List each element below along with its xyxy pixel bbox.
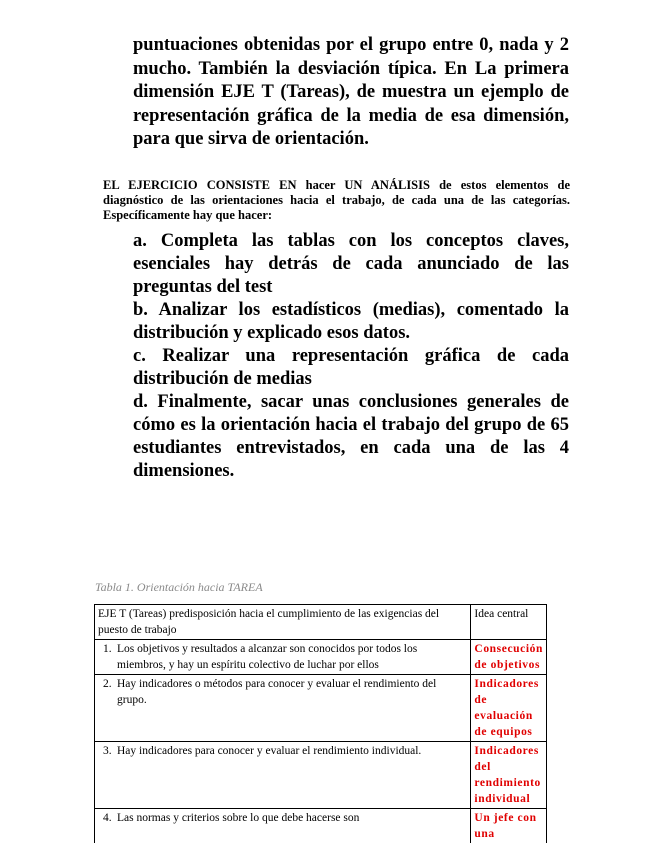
statement-text: Hay indicadores para conocer y evaluar el rendimiento individual. xyxy=(117,745,422,757)
table-cell-central-idea: Indicadores del rendimiento individual xyxy=(471,742,547,809)
task-item-d: d. Finalmente, sacar unas conclusiones generales de cómo es la orientación hacia el trabajo del grupo de 65 estudiantes entrevistados, en cada una de las 4 dimensiones. xyxy=(133,392,569,481)
row-number: 1. xyxy=(103,643,112,655)
table-cell-statement xyxy=(95,809,471,844)
statement-text: Hay indicadores o métodos para conocer y evaluar el rendimiento del grupo. xyxy=(117,678,437,706)
task-item-a: a. Completa las tablas con los conceptos claves, esenciales hay detrás de cada anunciado de las preguntas del test xyxy=(133,231,569,297)
table-row xyxy=(95,742,547,809)
statement-text: Las normas y criterios sobre lo que debe hacerse son xyxy=(117,812,360,824)
table-row xyxy=(95,809,547,844)
table-cell-statement xyxy=(95,640,471,675)
table-cell-statement xyxy=(95,742,471,809)
table-caption: Tabla 1. Orientación hacia TAREA xyxy=(95,580,263,594)
table-cell-statement xyxy=(95,675,471,742)
header-central-idea: Idea central xyxy=(471,605,547,640)
header-axis-description: EJE T (Tareas) predisposición hacia el cumplimiento de las exigencias del puesto de trabajo xyxy=(95,605,471,640)
task-list xyxy=(133,230,569,483)
row-number: 2. xyxy=(103,678,112,690)
task-item-b: b. Analizar los estadísticos (medias), comentado la distribución y explicado esos datos. xyxy=(133,300,569,343)
row-number: 4. xyxy=(103,812,112,824)
row-number: 3. xyxy=(103,745,112,757)
exercise-instructions: EL EJERCICIO CONSISTE EN hacer UN ANÁLISIS de estos elementos de diagnóstico de las orientaciones hacia el trabajo, de cada una de las categorías. Específicamente hay que hacer: xyxy=(103,178,570,222)
table-header-row xyxy=(95,605,547,640)
table-row xyxy=(95,675,547,742)
intro-paragraph: puntuaciones obtenidas por el grupo entre 0, nada y 2 mucho. También la desviación típica. En La primera dimensión EJE T (Tareas), de muestra un ejemplo de representación gráfica de la media de esa dimensión, para que sirva de orientación. xyxy=(133,35,569,149)
statement-text: Los objetivos y resultados a alcanzar son conocidos por todos los miembros, y hay un espíritu colectivo de luchar por ellos xyxy=(117,643,418,671)
task-orientation-table xyxy=(94,604,547,843)
table-cell-central-idea: Indicadores de evaluación de equipos xyxy=(471,675,547,742)
table-cell-central-idea: Un jefe con una xyxy=(471,809,547,844)
table-cell-central-idea: Consecución de objetivos xyxy=(471,640,547,675)
task-item-c: c. Realizar una representación gráfica de cada distribución de medias xyxy=(133,346,569,389)
table-row xyxy=(95,640,547,675)
